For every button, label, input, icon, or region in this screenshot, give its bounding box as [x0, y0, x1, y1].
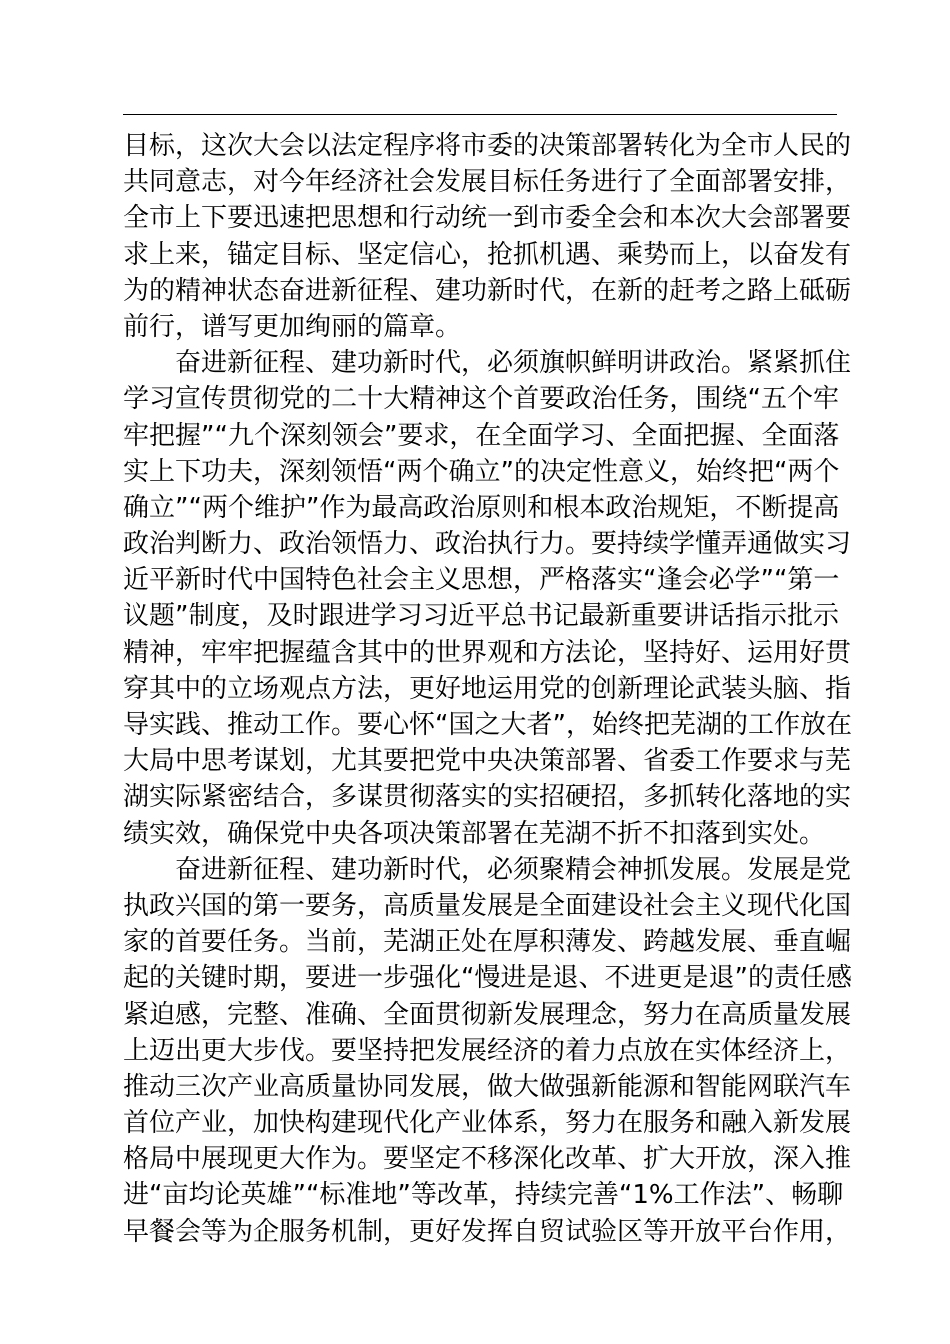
text-line: 格局中展现更大作为。要坚定不移深化改革、扩大开放，深入推 — [123, 1144, 852, 1175]
header-rule — [123, 114, 837, 115]
text-line: 全市上下要迅速把思想和行动统一到市委全会和本次大会部署要 — [123, 203, 852, 234]
text-line: 为的精神状态奋进新征程、建功新时代，在新的赶考之路上砥砺 — [123, 275, 852, 306]
text-line: 早餐会等为企服务机制，更好发挥自贸试验区等开放平台作用， — [123, 1216, 852, 1247]
text-line: 学习宣传贯彻党的二十大精神这个首要政治任务，围绕“五个牢 — [123, 384, 839, 415]
text-line: 奋进新征程、建功新时代，必须旗帜鲜明讲政治。紧紧抓住 — [123, 348, 852, 379]
text-line: 精神，牢牢把握蕴含其中的世界观和方法论，坚持好、运用好贯 — [123, 637, 852, 668]
text-line: 起的关键时期，要进一步强化“慢进是退、不进更是退”的责任感 — [123, 963, 852, 994]
text-line: 执政兴国的第一要务，高质量发展是全面建设社会主义现代化国 — [123, 890, 852, 921]
text-line: 确立”“两个维护”作为最高政治原则和根本政治规矩，不断提高 — [123, 492, 840, 523]
text-line: 奋进新征程、建功新时代，必须聚精会神抓发展。发展是党 — [123, 854, 852, 885]
document-body — [123, 128, 852, 1250]
text-line: 紧迫感，完整、准确、全面贯彻新发展理念，努力在高质量发展 — [123, 999, 852, 1030]
text-line: 首位产业，加快构建现代化产业体系，努力在服务和融入新发展 — [123, 1108, 852, 1139]
text-line: 导实践、推动工作。要心怀“国之大者”，始终把芜湖的工作放在 — [123, 710, 852, 740]
text-line: 大局中思考谋划，尤其要把党中央决策部署、省委工作要求与芜 — [123, 746, 852, 777]
text-line: 进“亩均论英雄”“标准地”等改革，持续完善“1%工作法”、畅聊 — [123, 1180, 844, 1211]
text-line: 议题”制度，及时跟进学习习近平总书记最新重要讲话指示批示 — [123, 601, 839, 632]
text-line: 家的首要任务。当前，芜湖正处在厚积薄发、跨越发展、垂直崛 — [123, 927, 852, 958]
text-line: 绩实效，确保党中央各项决策部署在芜湖不折不扣落到实处。 — [123, 818, 826, 849]
text-line: 目标，这次大会以法定程序将市委的决策部署转化为全市人民的 — [123, 131, 852, 161]
text-line: 实上下功夫，深刻领悟“两个确立”的决定性意义，始终把“两个 — [123, 456, 840, 487]
text-line: 政治判断力、政治领悟力、政治执行力。要持续学懂弄通做实习 — [123, 529, 852, 560]
text-line: 前行，谱写更加绚丽的篇章。 — [123, 311, 462, 342]
text-line: 共同意志，对今年经济社会发展目标任务进行了全面部署安排， — [123, 167, 852, 198]
text-line: 近平新时代中国特色社会主义思想，严格落实“逢会必学”“第一 — [123, 565, 840, 596]
text-line: 牢把握”“九个深刻领会”要求，在全面学习、全面把握、全面落 — [123, 420, 840, 451]
text-line: 推动三次产业高质量协同发展，做大做强新能源和智能网联汽车 — [123, 1071, 852, 1102]
text-line: 求上来，锚定目标、坚定信心，抢抓机遇、乘势而上，以奋发有 — [123, 239, 852, 270]
text-line: 穿其中的立场观点方法，更好地运用党的创新理论武装头脑、指 — [123, 673, 852, 704]
text-line: 湖实际紧密结合，多谋贯彻落实的实招硬招，多抓转化落地的实 — [123, 782, 852, 813]
text-line: 上迈出更大步伐。要坚持把发展经济的着力点放在实体经济上， — [123, 1035, 852, 1066]
